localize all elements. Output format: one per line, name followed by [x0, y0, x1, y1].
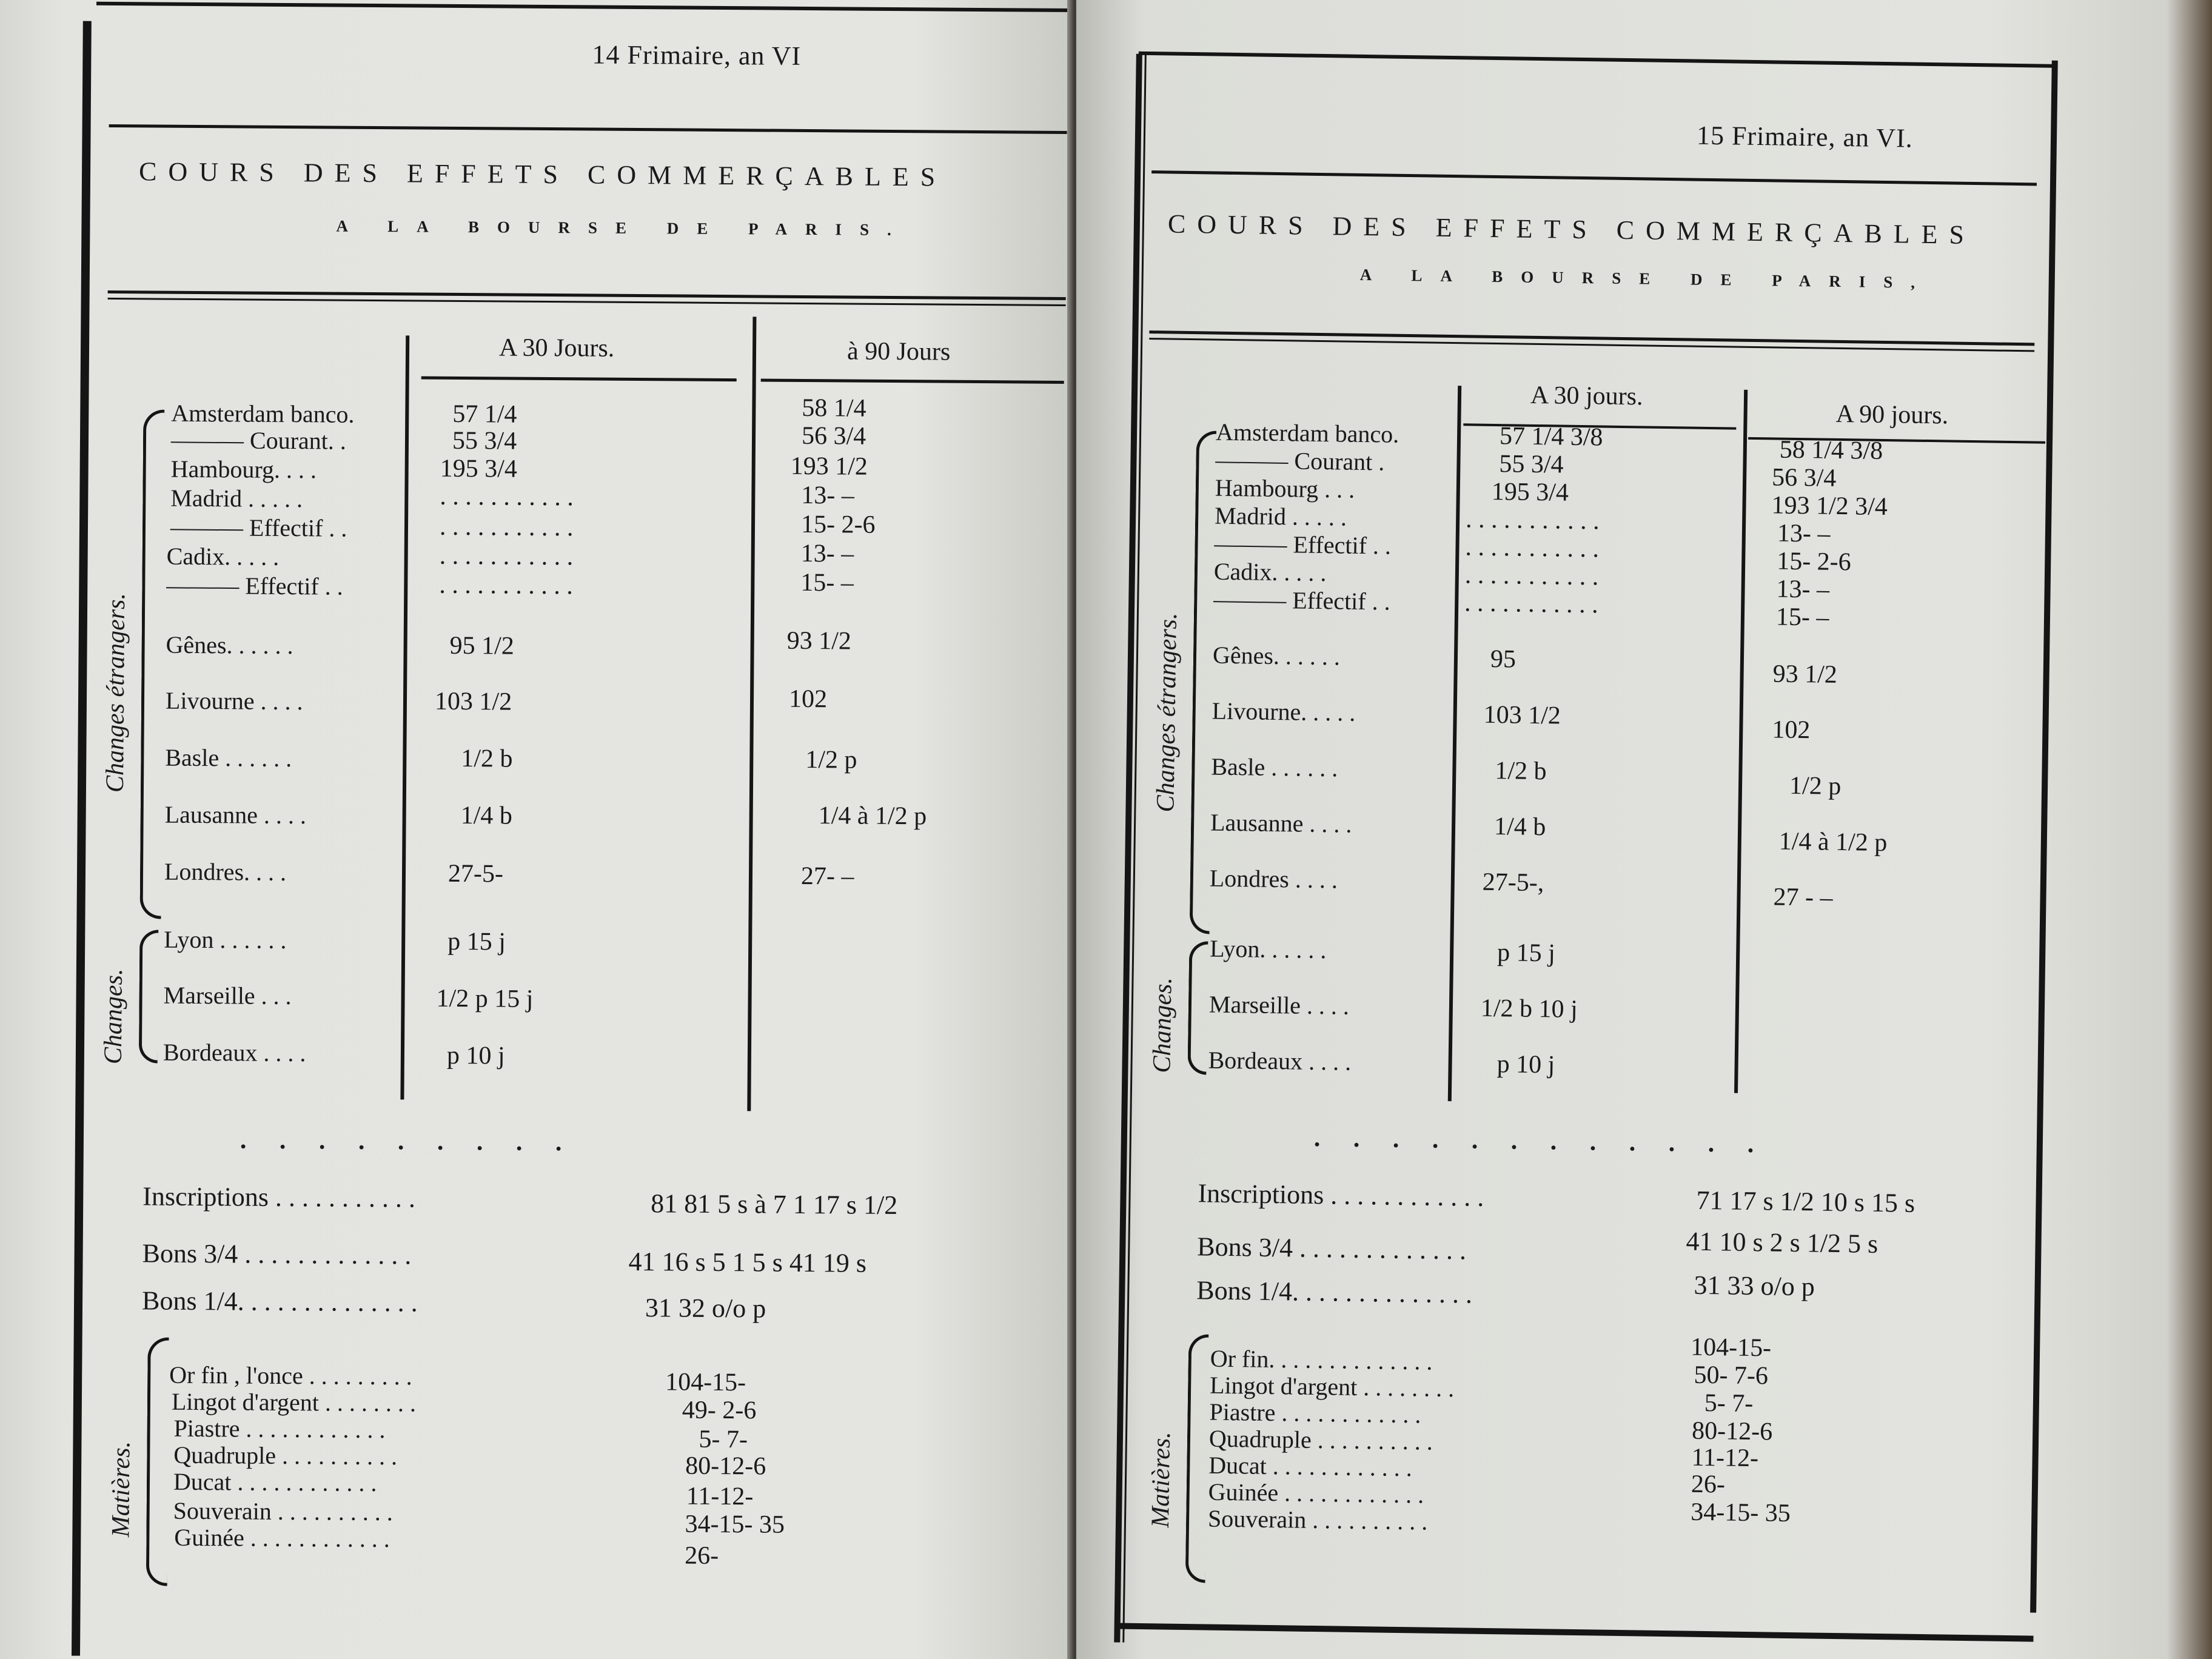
- left-row-v30: . . . . . . . . . . .: [439, 512, 574, 542]
- left-metal-value: 5- 7-: [699, 1425, 748, 1454]
- right-domestic-label: Marseille . . . .: [1208, 990, 1350, 1020]
- left-fund-value: 31 32 o/o p: [645, 1293, 766, 1324]
- left-running-head: 14 Frimaire, an VI: [592, 39, 802, 71]
- right-metal-label: Souverain . . . . . . . . . .: [1207, 1504, 1428, 1535]
- left-row-label: Lausanne . . . .: [164, 800, 307, 830]
- left-fund-value: 41 16 s 5 1 5 s 41 19 s: [628, 1246, 867, 1278]
- left-row-v30: 1/2 b: [461, 745, 513, 773]
- left-row-v30: 195 3/4: [440, 454, 518, 483]
- right-row-v90: 102: [1772, 716, 1811, 745]
- left-metal-label: Or fin , l'once . . . . . . . . .: [169, 1361, 412, 1390]
- left-row-label: Londres. . . .: [164, 857, 287, 886]
- right-domestic-v30: p 15 j: [1496, 939, 1556, 968]
- right-brace-matieres: [1185, 1334, 1209, 1583]
- left-page: [0, 0, 1073, 1659]
- left-metal-value: 80-12-6: [685, 1452, 766, 1481]
- right-row-v90: 13- –: [1777, 519, 1831, 548]
- left-row-label: Gênes. . . . . .: [166, 631, 293, 660]
- right-fund-value: 41 10 s 2 s 1/2 5 s: [1686, 1226, 1879, 1259]
- left-domestic-v30: p 10 j: [446, 1041, 505, 1070]
- right-page: [1076, 0, 2212, 1659]
- left-row-v30: 95 1/2: [449, 631, 514, 660]
- left-title: COURS DES EFFETS COMMERÇABLES: [138, 156, 947, 192]
- right-metal-value: 104-15-: [1690, 1333, 1772, 1362]
- right-metal-value: 34-15- 35: [1691, 1498, 1791, 1527]
- left-col-rule-1: [400, 335, 409, 1099]
- left-row-label: Basle . . . . . .: [165, 743, 292, 773]
- right-row-v90: 1/2 p: [1789, 771, 1842, 801]
- right-frame-right: [2030, 61, 2058, 1613]
- left-subtitle: A LA BOURSE DE PARIS.: [336, 216, 910, 240]
- right-row-v30: 103 1/2: [1483, 700, 1561, 730]
- right-metal-label: Quadruple . . . . . . . . . .: [1208, 1424, 1433, 1455]
- left-row-v90: 1/2 p: [805, 745, 857, 774]
- right-running-head: 15 Frimaire, an VI.: [1696, 120, 1914, 153]
- left-row-label: Amsterdam banco.: [171, 399, 355, 428]
- left-row-v90: 15- 2-6: [800, 510, 876, 539]
- right-metal-label: Lingot d'argent . . . . . . . .: [1209, 1371, 1455, 1403]
- left-row-v90: 13- –: [801, 481, 855, 510]
- right-row-v90: 58 1/4 3/8: [1779, 435, 1883, 465]
- left-col-rule-2: [747, 317, 756, 1111]
- right-row-v90: 1/4 à 1/2 p: [1778, 827, 1888, 857]
- left-group-changes: Changes.: [99, 968, 128, 1065]
- left-metal-value: 11-12-: [686, 1482, 754, 1511]
- right-frame-left: [1114, 54, 1142, 1643]
- left-brace-matieres: [146, 1337, 169, 1586]
- left-row-v30: . . . . . . . . . . .: [439, 541, 574, 571]
- right-row-label: Londres . . . .: [1209, 864, 1338, 894]
- right-domestic-v30: p 10 j: [1496, 1050, 1555, 1079]
- left-fund-label: Inscriptions . . . . . . . . . . .: [142, 1181, 416, 1213]
- right-row-v90: 15- –: [1775, 603, 1829, 632]
- right-metal-value: 50- 7-6: [1694, 1361, 1769, 1390]
- right-row-label: Hambourg . . .: [1215, 474, 1355, 503]
- left-row-v90: 27- –: [800, 862, 854, 891]
- right-row-v30: . . . . . . . . . . .: [1464, 561, 1599, 591]
- right-row-label: Basle . . . . . .: [1211, 752, 1338, 782]
- right-rule-under-title-2: [1149, 338, 2034, 352]
- right-row-label: Gênes. . . . . .: [1212, 641, 1341, 671]
- right-group-matieres: Matières.: [1146, 1431, 1176, 1528]
- right-frame-top: [1139, 52, 2056, 68]
- right-fund-label: Bons 1/4. . . . . . . . . . . . . .: [1196, 1275, 1473, 1309]
- right-domestic-label: Bordeaux . . . .: [1208, 1046, 1352, 1076]
- right-row-v30: 1/2 b: [1495, 757, 1547, 786]
- left-metal-value: 49- 2-6: [682, 1396, 757, 1425]
- left-row-label: ——— Courant. .: [170, 426, 347, 455]
- right-rule-under-head: [1151, 170, 2037, 186]
- left-row-v90: 193 1/2: [790, 452, 868, 481]
- left-row-label: Madrid . . . . .: [170, 484, 303, 513]
- left-row-v30: 1/4 b: [460, 802, 513, 830]
- left-group-matieres: Matières.: [107, 1441, 136, 1538]
- left-row-v90: 1/4 à 1/2 p: [818, 802, 927, 831]
- right-row-v90: 93 1/2: [1772, 660, 1838, 689]
- right-col-rule-1: [1448, 386, 1461, 1101]
- left-row-v90: 102: [788, 685, 828, 714]
- right-subtitle: A LA BOURSE DE PARIS,: [1359, 265, 1934, 292]
- right-row-v30: 27-5-,: [1482, 868, 1544, 897]
- left-row-label: Cadix. . . . .: [166, 542, 280, 571]
- left-fund-label: Bons 1/4. . . . . . . . . . . . . .: [141, 1285, 418, 1318]
- right-group-changes: Changes.: [1148, 977, 1178, 1073]
- left-col90-underline: [761, 378, 1064, 383]
- right-brace-changes: [1187, 941, 1208, 1074]
- left-col90-header: à 90 Jours: [846, 337, 951, 366]
- right-row-v30: 57 1/4 3/8: [1499, 422, 1603, 452]
- left-row-label: Hambourg. . . .: [170, 455, 317, 484]
- left-fund-label: Bons 3/4 . . . . . . . . . . . . .: [142, 1238, 412, 1270]
- right-row-v30: . . . . . . . . . . .: [1464, 589, 1599, 619]
- right-metal-value: 11-12-: [1691, 1443, 1759, 1473]
- right-title: COURS DES EFFETS COMMERÇABLES: [1167, 209, 1976, 250]
- left-brace-changes: [139, 930, 159, 1063]
- right-fund-value: 31 33 o/o p: [1694, 1270, 1815, 1302]
- right-row-label: Livourne. . . . .: [1212, 697, 1356, 726]
- right-fund-label: Inscriptions . . . . . . . . . . . .: [1198, 1178, 1484, 1212]
- left-metal-label: Lingot d'argent . . . . . . . .: [171, 1387, 417, 1417]
- left-row-v90: 13- –: [800, 539, 854, 568]
- right-fund-value: 71 17 s 1/2 10 s 15 s: [1696, 1185, 1915, 1218]
- right-row-v30: 1/4 b: [1493, 813, 1546, 842]
- left-row-v30: 27-5-: [447, 859, 504, 888]
- left-metal-label: Souverain . . . . . . . . . .: [173, 1496, 394, 1526]
- right-row-v30: . . . . . . . . . . .: [1465, 533, 1600, 563]
- left-separator-dots: . . . . . . . . .: [240, 1126, 575, 1157]
- left-col30-header: A 30 Jours.: [498, 333, 615, 363]
- right-row-v90: 27 - –: [1773, 883, 1833, 912]
- left-brace-etrangers: [139, 409, 164, 919]
- right-row-label: ——— Courant .: [1215, 446, 1385, 476]
- left-row-v30: 103 1/2: [434, 687, 512, 716]
- right-metal-label: Piastre . . . . . . . . . . . .: [1209, 1398, 1421, 1429]
- left-row-label: ——— Effectif . .: [166, 571, 343, 600]
- right-brace-etrangers: [1190, 431, 1217, 934]
- right-row-v90: 193 1/2 3/4: [1771, 491, 1888, 521]
- right-metal-value: 80-12-6: [1691, 1416, 1773, 1446]
- right-row-v90: 15- 2-6: [1776, 547, 1852, 577]
- left-domestic-v30: p 15 j: [447, 927, 506, 956]
- right-row-v30: 195 3/4: [1491, 477, 1569, 507]
- right-metal-label: Or fin. . . . . . . . . . . . . .: [1210, 1344, 1433, 1375]
- left-row-v90: 56 3/4: [801, 421, 866, 451]
- right-row-label: Amsterdam banco.: [1215, 418, 1399, 448]
- left-row-v30: . . . . . . . . . . .: [440, 482, 574, 512]
- left-col30-underline: [421, 377, 737, 382]
- left-metal-value: 26-: [685, 1541, 719, 1570]
- right-row-v30: . . . . . . . . . . .: [1465, 505, 1600, 535]
- left-fund-value: 81 81 5 s à 7 1 17 s 1/2: [651, 1188, 898, 1221]
- right-metal-label: Ducat . . . . . . . . . . . .: [1208, 1451, 1413, 1482]
- right-row-label: ——— Effectif . .: [1213, 585, 1390, 615]
- left-domestic-label: Lyon . . . . . .: [164, 925, 287, 954]
- left-group-etrangers: Changes étrangers.: [101, 592, 131, 793]
- right-group-etrangers: Changes étrangers.: [1151, 612, 1182, 813]
- left-row-label: Livourne . . . .: [165, 686, 303, 716]
- right-metal-label: Guinée . . . . . . . . . . . .: [1208, 1478, 1424, 1509]
- left-domestic-v30: 1/2 p 15 j: [436, 984, 534, 1013]
- left-domestic-label: Bordeaux . . . .: [163, 1038, 306, 1067]
- left-metal-label: Ducat . . . . . . . . . . . .: [173, 1467, 377, 1497]
- right-row-label: Lausanne . . . .: [1210, 808, 1352, 838]
- left-row-v90: 93 1/2: [786, 626, 852, 655]
- left-metal-label: Piastre . . . . . . . . . . . .: [173, 1414, 386, 1444]
- right-fund-label: Bons 3/4 . . . . . . . . . . . . .: [1197, 1232, 1467, 1265]
- left-row-v30: 55 3/4: [452, 426, 517, 455]
- right-row-label: ——— Effectif . .: [1214, 529, 1392, 560]
- right-domestic-label: Lyon. . . . . .: [1209, 934, 1327, 964]
- left-row-v90: 15- –: [800, 568, 854, 597]
- right-metal-value: 26-: [1691, 1470, 1726, 1499]
- left-metal-label: Guinée . . . . . . . . . . . .: [174, 1523, 390, 1553]
- right-metal-value: 5- 7-: [1704, 1389, 1754, 1418]
- left-rule-under-head: [109, 124, 1067, 134]
- right-row-v90: 56 3/4: [1771, 463, 1837, 492]
- right-row-label: Cadix. . . . .: [1213, 557, 1327, 587]
- left-frame-left: [72, 21, 92, 1656]
- right-row-v30: 55 3/4: [1499, 450, 1564, 479]
- right-row-v30: 95: [1490, 645, 1517, 674]
- left-row-v30: 57 1/4: [452, 400, 517, 429]
- right-col90-header: A 90 jours.: [1835, 400, 1949, 430]
- left-metal-value: 34-15- 35: [685, 1510, 785, 1539]
- right-row-v90: 13- –: [1776, 575, 1830, 604]
- left-row-v30: . . . . . . . . . . .: [439, 571, 573, 600]
- right-frame-bottom: [1117, 1623, 2034, 1641]
- left-frame-top: [96, 2, 1073, 12]
- right-separator-dots: . . . . . . . . . . . .: [1313, 1124, 1768, 1159]
- left-row-v90: 58 1/4: [802, 394, 866, 423]
- right-col30-header: A 30 jours.: [1530, 381, 1643, 411]
- left-row-label: ——— Effectif . .: [170, 513, 347, 542]
- right-col-rule-2: [1734, 390, 1748, 1093]
- left-metal-label: Quadruple . . . . . . . . . .: [173, 1441, 398, 1470]
- left-domestic-label: Marseille . . .: [163, 981, 292, 1010]
- left-metal-value: 104-15-: [665, 1368, 746, 1397]
- right-row-label: Madrid . . . . .: [1214, 501, 1347, 531]
- right-domestic-v30: 1/2 b 10 j: [1480, 994, 1578, 1024]
